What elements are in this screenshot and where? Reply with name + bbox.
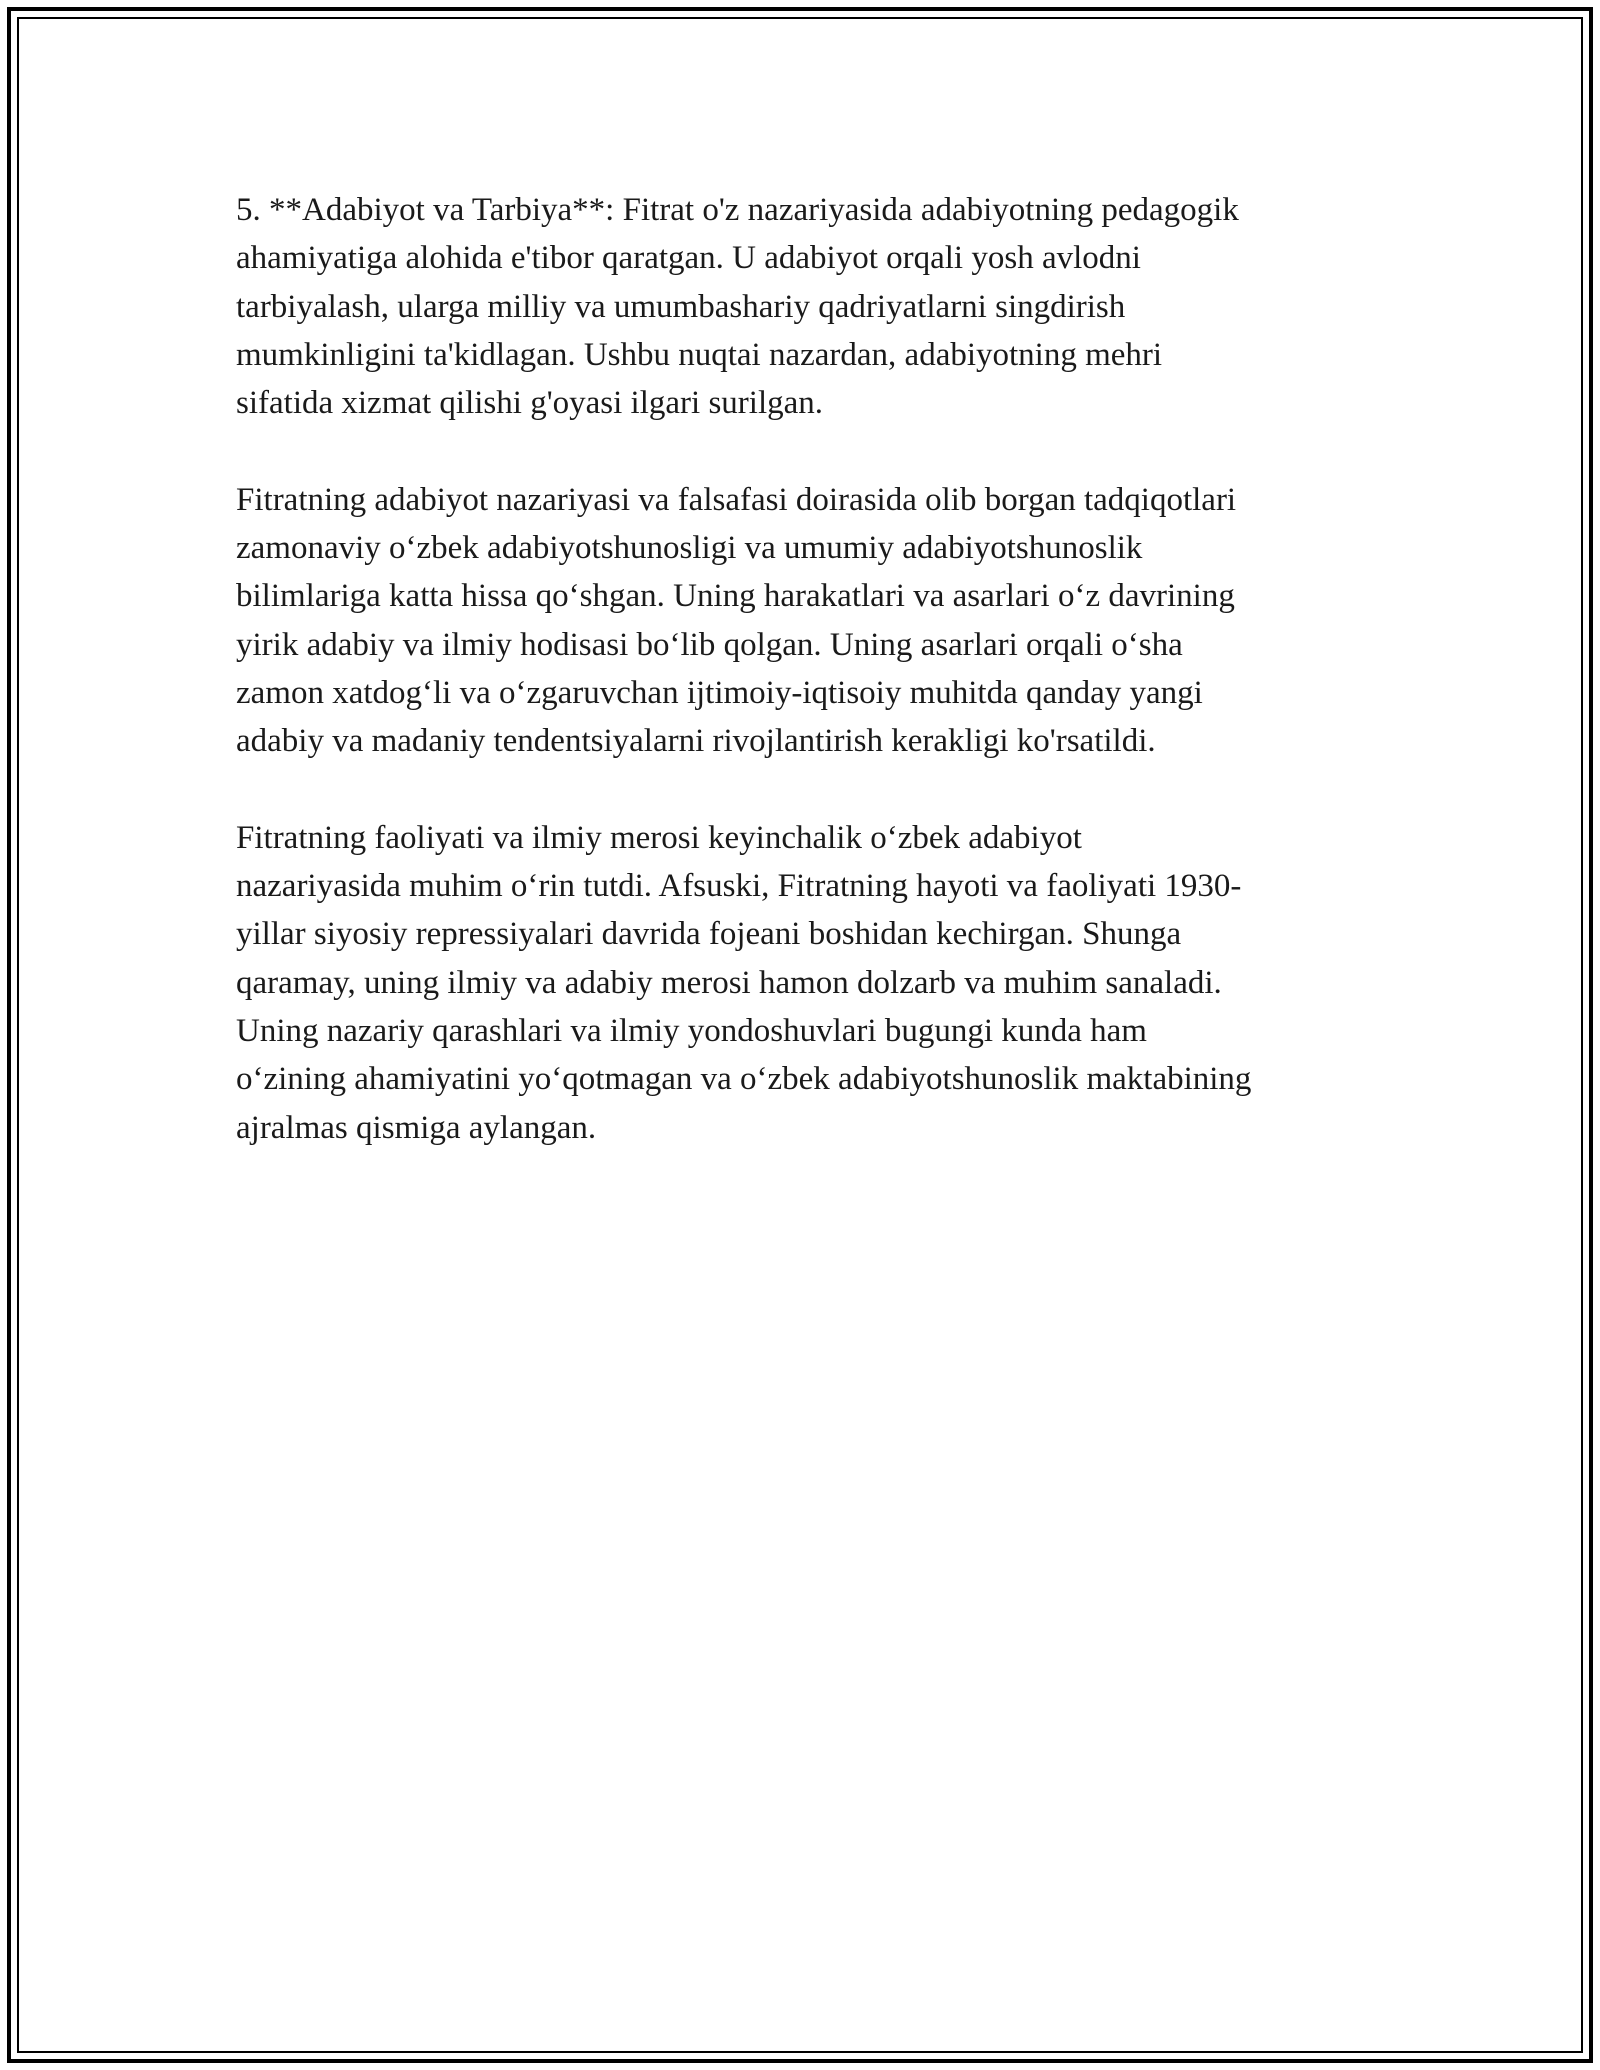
text-line: bilimlariga katta hissa qo‘shgan. Uning harakatlari va asarlari o‘z davrining [236,578,1235,615]
text-line: adabiy va madaniy tendentsiyalarni rivojlantirish kerakligi ko'rsatildi. [236,723,1156,760]
text-line: zamon xatdog‘li va o‘zgaruvchan ijtimoiy-iqtisoiy muhitda qanday yangi [236,674,1203,711]
text-line: yirik adabiy va ilmiy hodisasi bo‘lib qolgan. Uning asarlari orqali o‘sha [236,626,1183,663]
text-line: zamonaviy o‘zbek adabiyotshunosligi va umumiy adabiyotshunoslik [236,530,1143,567]
text-line: qaramay, uning ilmiy va adabiy merosi hamon dolzarb va muhim sanaladi. [236,964,1222,1001]
text-line: sifatida xizmat qilishi g'oyasi ilgari surilgan. [236,385,824,422]
text-line: o‘zining ahamiyatini yo‘qotmagan va o‘zbek adabiyotshunoslik maktabining [236,1061,1252,1098]
text-line: mumkinligini ta'kidlagan. Ushbu nuqtai nazardan, adabiyotning mehri [236,336,1163,373]
text-line: nazariyasida muhim o‘rin tutdi. Afsuski, Fitratning hayoti va faoliyati 1930- [236,868,1242,905]
text-line: Uning nazariy qarashlari va ilmiy yondoshuvlari bugungi kunda ham [236,1013,1147,1050]
paragraph-adabiyot-nazariyasi [236,476,1366,766]
text-line: Fitratning adabiyot nazariyasi va falsafasi doirasida olib borgan tadqiqotlari [236,481,1237,518]
text-line: 5. **Adabiyot va Tarbiya**: Fitrat o'z nazariyasida adabiyotning pedagogik [236,192,1239,228]
text-line: yillar siyosiy repressiyalari davrida fojeani boshidan kechirgan. Shunga [236,916,1182,953]
paragraph-adabiyot-va-tarbiya [236,186,1366,427]
paragraph-ilmiy-meros [236,814,1366,1152]
text-line: ahamiyatiga alohida e'tibor qaratgan. U adabiyot orqali yosh avlodni [236,240,1141,277]
text-line: ajralmas qismiga aylangan. [236,1109,597,1146]
text-line: Fitratning faoliyati va ilmiy merosi keyinchalik o‘zbek adabiyot [236,819,1082,856]
document-body [236,186,1366,1200]
text-line: tarbiyalash, ularga milliy va umumbashariy qadriyatlarni singdirish [236,288,1126,325]
